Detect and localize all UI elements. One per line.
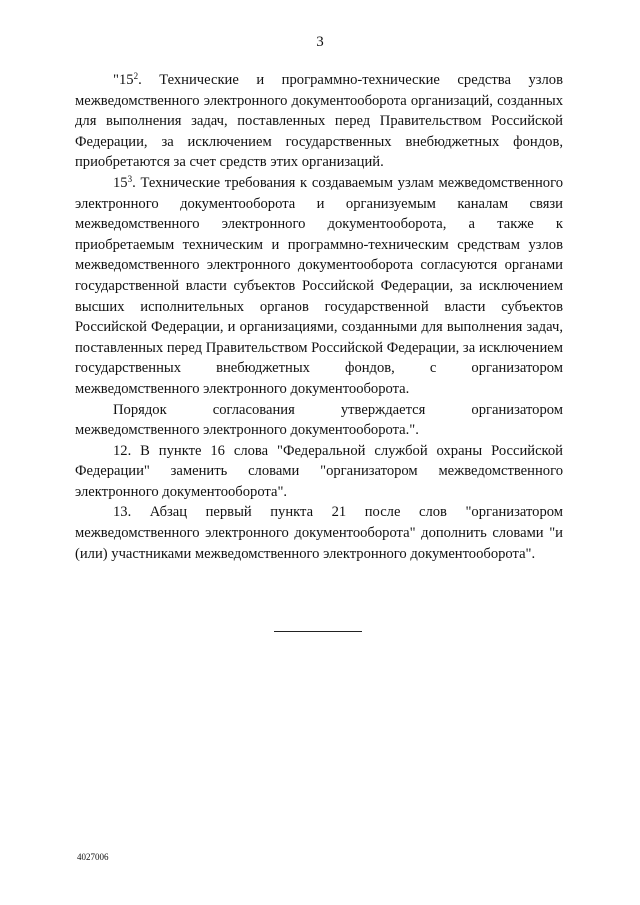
paragraph-lead: 15: [113, 174, 128, 191]
document-code: 4027006: [77, 852, 109, 862]
end-of-text-line: [274, 631, 362, 632]
paragraph-15-2: [75, 70, 563, 173]
superscript: 3: [127, 173, 133, 184]
document-body: [75, 70, 563, 564]
paragraph-item-12: 12. В пункте 16 слова "Федеральной службой охраны Российской Федерации" заменить словами "организатором межведомственного электронного документооборота".: [75, 442, 563, 500]
superscript: 2: [133, 71, 139, 81]
paragraph-item-13: 13. Абзац первый пункта 21 после слов "организатором межведомственного электронного документооборота" дополнить словами "и (или) участниками межведомственного электронного документооборота".: [75, 504, 563, 562]
paragraph-15-3: [75, 173, 563, 400]
paragraph-approval-order: Порядок согласования утверждается организатором межведомственного электронного документооборота.".: [75, 401, 563, 439]
page-number: 3: [316, 34, 324, 50]
paragraph-lead: "15: [113, 72, 134, 88]
paragraph-text: . Технические и программно-технические средства узлов межведомственного электронного документооборота организаций, созданных для выполнения задач, поставленных перед Правительством Российской Федерации, за исключением государственных внебюджетных фондов, приобретаются за счет средств этих организаций.: [75, 72, 563, 171]
paragraph-text: . Технические требования к создаваемым узлам межведомственного электронного документооборота и организуемым каналам связи межведомственного электронного документооборота, а также к приобретаемым техническим и программно-техническим средствам узлов межведомственного электронного документооборота согласуются органами государственной власти субъектов Российской Федерации, за исключением высших исполнительных органов государственной власти субъектов Российской Федерации, и организациями, созданными для выполнения задач, поставленных перед Правительством Российской Федерации, за исключением государственных внебюджетных фондов, с организатором межведомственного электронного документооборота.: [75, 174, 563, 397]
